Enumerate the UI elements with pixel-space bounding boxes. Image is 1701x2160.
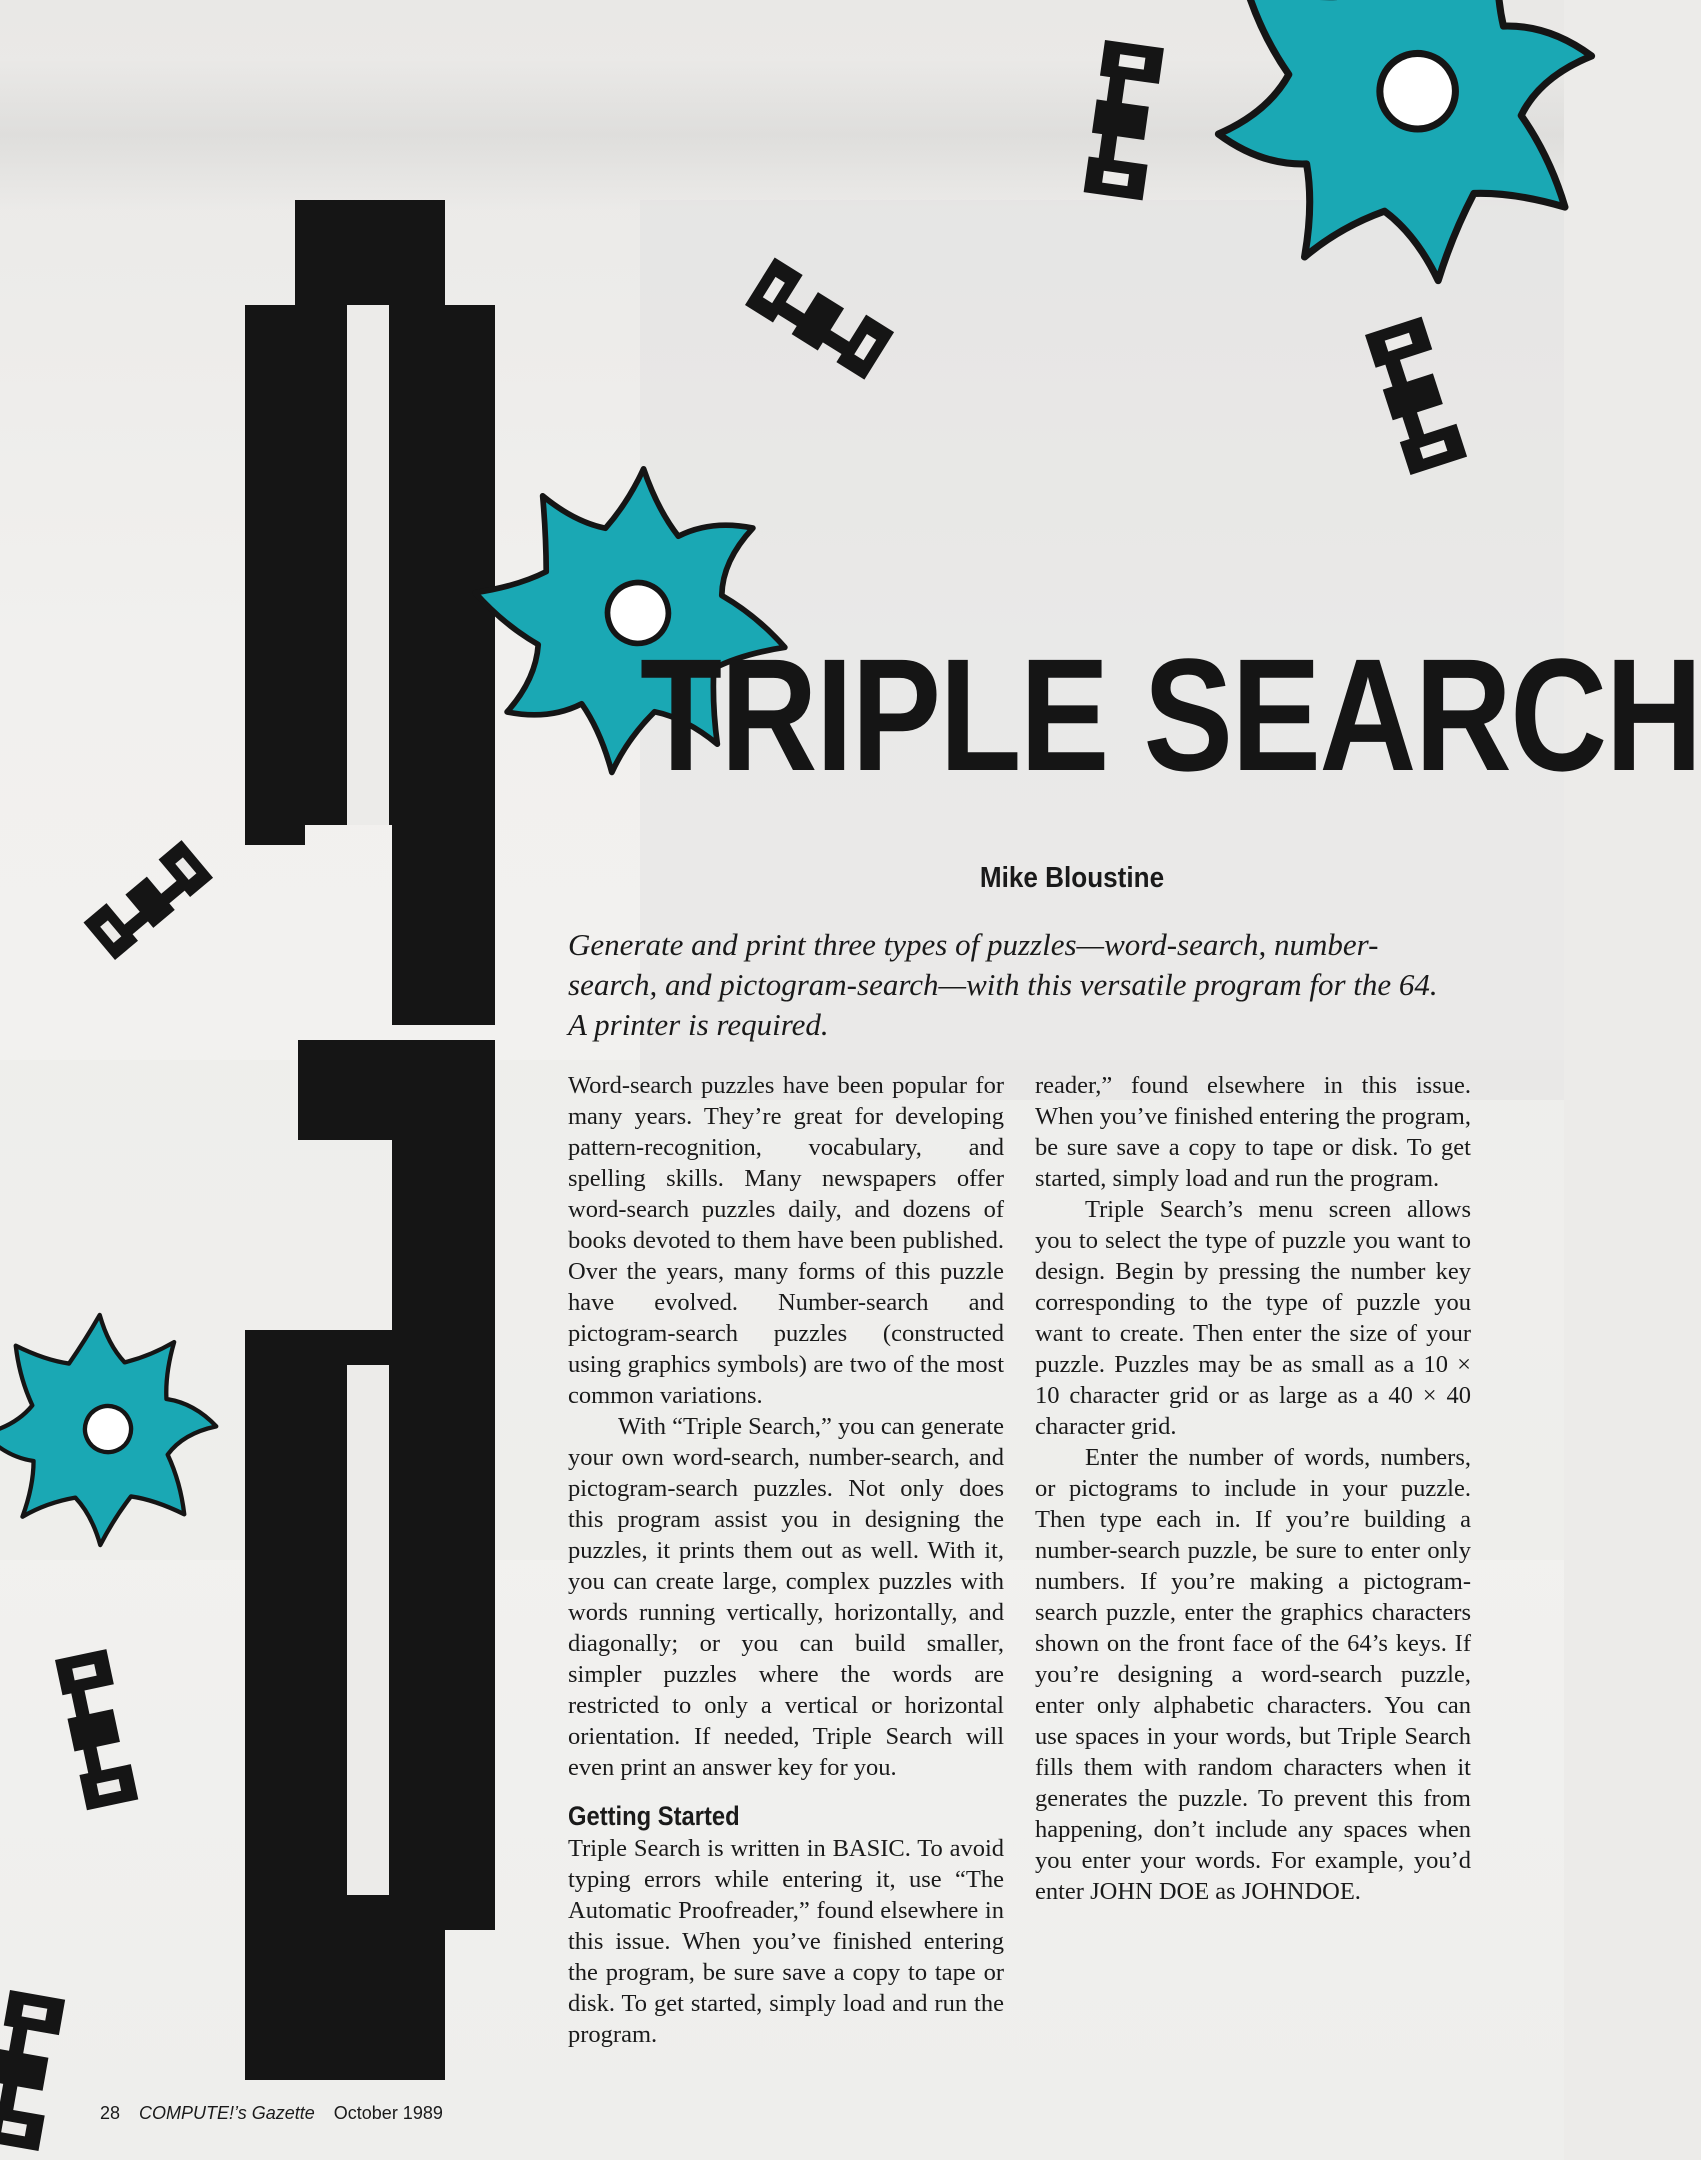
paragraph: Triple Search’s menu screen allows you to select the type of puzzle you want to design. Begin by pressing the number key corresponding to the type of puzzle you want to create. Then enter the size of your puzzle. Puzzles may be as small as a 10 × 10 character grid or as large as a 40 × 40 character grid. — [1035, 1196, 1471, 1440]
body-column-left — [568, 1070, 1004, 2048]
sawblade-disk-icon-large — [1200, 0, 1610, 300]
article-title: TRIPLE SEARCH — [640, 625, 1701, 804]
paragraph: Enter the number of words, numbers, or pictograms to include in your puzzle. Then type each in. If you’re building a number-search puzzle, be sure to enter only numbers. If you’re making a pictogram-search puzzle, enter the graphics characters shown on the front face of the 64’s keys. If you’re designing a word-search puzzle, enter only alphabetic characters. You can use spaces in your words, but Triple Search fills them with random characters when it generates the puzzle. To prevent this from happening, don’t include any spaces when you enter your words. For example, you’d enter JOHN DOE as JOHNDOE. — [1035, 1444, 1471, 1905]
3-glyph-icon-bottom-left — [0, 1990, 65, 2151]
3-glyph-icon-center — [745, 258, 894, 380]
sawblade-disk-icon-small — [0, 1292, 238, 1569]
3-glyph-icon-lower-left — [55, 1649, 138, 1810]
paragraph: Word-search puzzles have been popular for many years. They’re great for developing pattern-recognition, vocabulary, and spelling skills. Many newspapers offer word-search puzzles daily, and dozens of books devoted to them have been published. Over the years, many forms of this puzzle have evolved. Number-search and pictogram-search puzzles (constructed using graphics symbols) are two of the most common variations. — [568, 1072, 1004, 1409]
paragraph: Triple Search is written in BASIC. To avoid typing errors while entering it, use “The Automatic Proofreader,” found elsewhere in this issue. When you’ve finished entering the program, be sure save a copy to tape or disk. To get started, simply load and run the program. — [568, 1835, 1004, 2048]
puzzle-bar-glyph — [245, 200, 495, 2080]
section-heading: Getting Started — [568, 1801, 740, 1831]
paragraph-continued: reader,” found elsewhere in this issue. When you’ve finished entering the program, be sure save a copy to tape or disk. To get started, simply load and run the program. — [1035, 1072, 1471, 1192]
3-glyph-icon-right — [1365, 317, 1467, 475]
page-number: 28 — [100, 2103, 121, 2123]
3-glyph-icon-top — [1084, 40, 1164, 200]
issue-date: October 1989 — [333, 2103, 443, 2123]
magazine-name: COMPUTE!’s Gazette — [139, 2103, 315, 2123]
3-glyph-icon-left — [84, 840, 214, 960]
body-column-right — [1035, 1070, 1471, 1907]
paragraph: With “Triple Search,” you can generate your own word-search, number-search, and pictogram-search puzzles. Not only does this program assist you in designing the puzzles, it prints them out as well. With it, you can create large, complex puzzles with words running vertically, horizontally, and diagonally; or you can build smaller, simpler puzzles where the words are restricted to only a vertical or horizontal orientation. If needed, Triple Search will even print an answer key for you. — [568, 1413, 1004, 1781]
article-byline: Mike Bloustine — [979, 862, 1165, 894]
article-deck: Generate and print three types of puzzles—word-search, number-search, and pictogram-search—with this versatile program for the 64. A printer is required. — [568, 927, 1438, 1042]
page-footer — [100, 2103, 700, 2124]
